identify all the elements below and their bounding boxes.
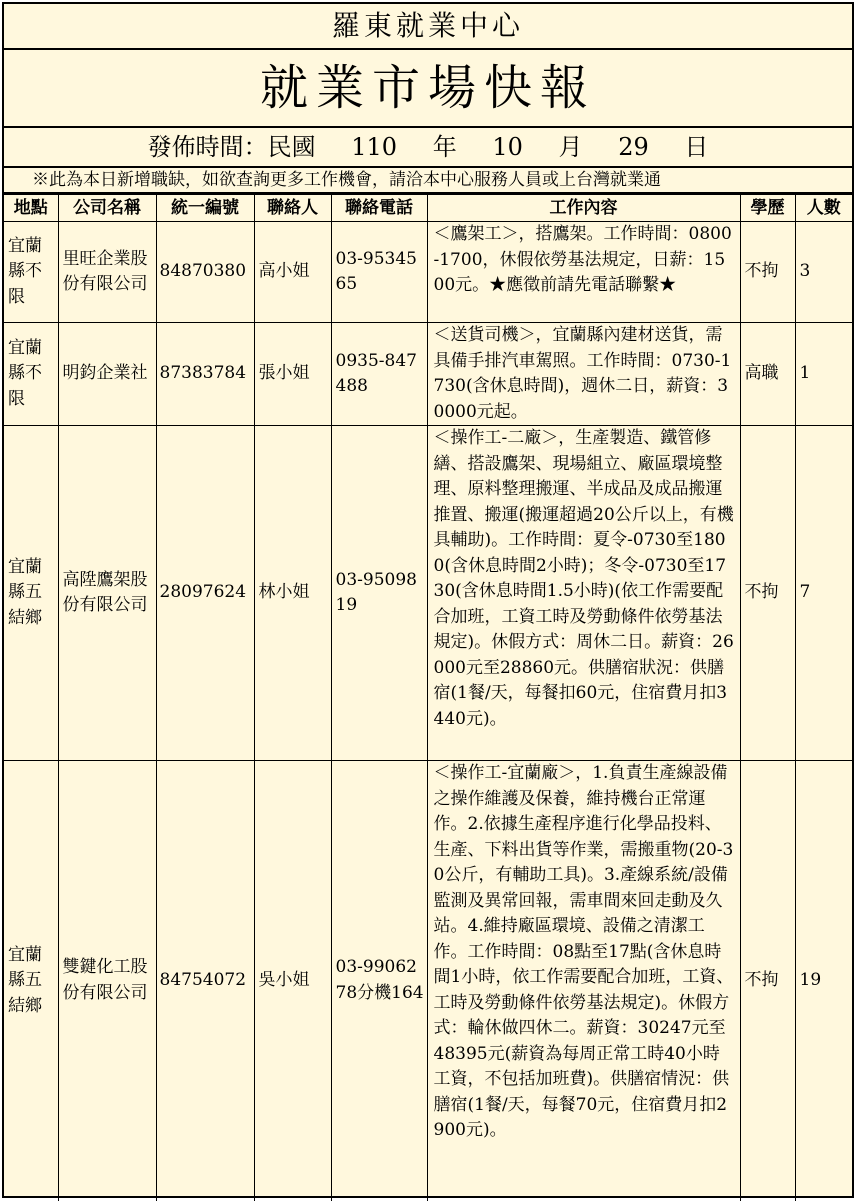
table-header-row	[4, 195, 852, 222]
date-day: 29	[618, 133, 649, 161]
col-header-phone: 聯絡電話	[331, 195, 427, 222]
table-row	[4, 426, 852, 761]
date-day-unit: 日	[684, 133, 709, 161]
table-row	[4, 222, 852, 323]
col-header-count: 人數	[795, 195, 852, 222]
cell-count: 3	[795, 222, 852, 323]
col-header-contact: 聯絡人	[254, 195, 331, 222]
cell-education: 不拘	[740, 222, 795, 323]
cell-location: 宜蘭縣五結鄉	[4, 426, 58, 761]
cell-content: ＜鷹架工＞，搭鷹架。工作時間：0800-1700，休假依勞基法規定，日薪：1500元。★應徵前請先電話聯繫★	[427, 222, 740, 323]
cell-content: ＜送貨司機＞，宜蘭縣內建材送貨，需具備手排汽車駕照。工作時間：0730-1730(含休息時間)，週休二日，薪資：30000元起。	[427, 323, 740, 426]
cell-count: 1	[795, 323, 852, 426]
cell-location: 宜蘭縣不限	[4, 222, 58, 323]
publish-date	[4, 128, 852, 168]
center-name: 羅東就業中心	[4, 4, 852, 50]
col-header-tax-id: 統一編號	[156, 195, 254, 222]
date-year-unit: 年	[432, 133, 457, 161]
page-title: 就業市場快報	[4, 50, 852, 128]
date-year: 110	[351, 133, 398, 161]
job-bulletin-sheet	[2, 2, 854, 1198]
cell-tax-id: 84870380	[156, 222, 254, 323]
cell-education: 不拘	[740, 426, 795, 761]
cell-tax-id: 84754072	[156, 761, 254, 1201]
cell-content: ＜操作工-二廠＞，生產製造、鐵管修繕、搭設鷹架、現場組立、廠區環境整理、原料整理搬運、半成品及成品搬運推置、搬運(搬運超過20公斤以上，有機具輔助)。工作時間：夏令-0730至1800(含休息時間2小時)；冬令-0730至1730(含休息時間1.5小時)(依工作需要配合加班，工資工時及勞動條件依勞基法規定)。休假方式：周休二日。薪資：26000元至28860元。供膳宿狀況：供膳宿(1餐/天，每餐扣60元，住宿費月扣3440元)。	[427, 426, 740, 761]
cell-contact: 高小姐	[254, 222, 331, 323]
cell-count: 7	[795, 426, 852, 761]
cell-company: 明鈞企業社	[58, 323, 156, 426]
cell-phone: 03-9509819	[331, 426, 427, 761]
date-month-unit: 月	[558, 133, 583, 161]
table-row	[4, 323, 852, 426]
cell-company: 雙鍵化工股份有限公司	[58, 761, 156, 1201]
col-header-content: 工作內容	[427, 195, 740, 222]
cell-company: 里旺企業股份有限公司	[58, 222, 156, 323]
cell-phone: 0935-847488	[331, 323, 427, 426]
cell-education: 高職	[740, 323, 795, 426]
cell-phone: 03-9906278分機164	[331, 761, 427, 1201]
cell-education: 不拘	[740, 761, 795, 1201]
cell-phone: 03-9534565	[331, 222, 427, 323]
col-header-education: 學歷	[740, 195, 795, 222]
date-month: 10	[492, 133, 523, 161]
cell-location: 宜蘭縣不限	[4, 323, 58, 426]
cell-contact: 吳小姐	[254, 761, 331, 1201]
col-header-company: 公司名稱	[58, 195, 156, 222]
cell-company: 高陞鷹架股份有限公司	[58, 426, 156, 761]
cell-tax-id: 28097624	[156, 426, 254, 761]
col-header-location: 地點	[4, 195, 58, 222]
cell-contact: 林小姐	[254, 426, 331, 761]
cell-tax-id: 87383784	[156, 323, 254, 426]
table-row	[4, 761, 852, 1201]
cell-count: 19	[795, 761, 852, 1201]
cell-location: 宜蘭縣五結鄉	[4, 761, 58, 1201]
notice-text: ※此為本日新增職缺，如欲查詢更多工作機會，請洽本中心服務人員或上台灣就業通	[4, 168, 852, 194]
cell-contact: 張小姐	[254, 323, 331, 426]
cell-content: ＜操作工-宜蘭廠＞，1.負責生產線設備之操作維護及保養，維持機台正常運作。2.依據生產程序進行化學品投料、生產、下料出貨等作業，需搬重物(20-30公斤，有輔助工具)。3.產線系統/設備監測及異常回報，需車間來回走動及久站。4.維持廠區環境、設備之清潔工作。工作時間：08點至17點(含休息時間1小時，依工作需要配合加班，工資、工時及勞動條件依勞基法規定)。休假方式：輪休做四休二。薪資：30247元至48395元(薪資為每周正常工時40小時工資，不包括加班費)。供膳宿情況：供膳宿(1餐/天，每餐70元，住宿費月扣2900元)。	[427, 761, 740, 1201]
job-table	[4, 194, 852, 1201]
date-label: 發佈時間：民國	[147, 133, 316, 161]
